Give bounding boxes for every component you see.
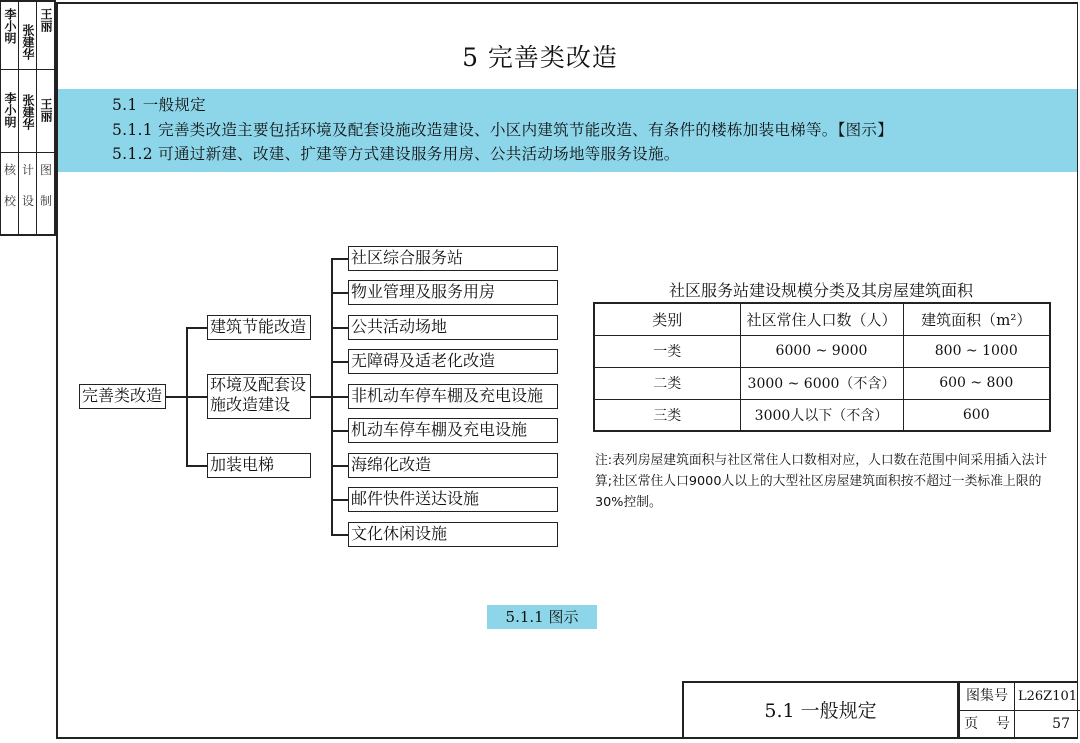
table-cell: 800 ~ 1000: [903, 335, 1050, 367]
table-cell: 6000 ~ 9000: [740, 335, 903, 367]
role-drawing: 图: [39, 163, 52, 177]
table-row: [594, 335, 1050, 367]
connector-line: [186, 327, 207, 329]
table-cell: 3000 ~ 6000（不含）: [740, 367, 903, 399]
table-cell: 一类: [594, 335, 740, 367]
page-number-label: 页 号: [964, 716, 1010, 732]
tree-leaf: 无障碍及适老化改造: [348, 349, 558, 374]
connector-line: [331, 258, 348, 260]
page-title: 5 完善类改造: [462, 43, 618, 72]
table-cell: 3000人以下（不含）: [740, 399, 903, 431]
connector-line: [331, 499, 348, 501]
connector-line: [331, 292, 348, 294]
tree-leaf: 邮件快件送达设施: [348, 487, 558, 512]
connector-line: [331, 430, 348, 432]
connector-line: [186, 396, 207, 398]
tree-branch-energy: 建筑节能改造: [207, 315, 311, 340]
section-heading: 5.1 一般规定: [112, 96, 206, 114]
page-number: 57: [1052, 716, 1070, 732]
tree-leaf: 海绵化改造: [348, 453, 558, 478]
tree-leaf: 非机动车停车棚及充电设施: [348, 384, 558, 409]
tree-leaf: 机动车停车棚及充电设施: [348, 418, 558, 443]
table-cell: 600: [903, 399, 1050, 431]
tree-leaf: 社区综合服务站: [348, 246, 558, 271]
connector-line: [331, 465, 348, 467]
tree-leaf: 公共活动场地: [348, 315, 558, 340]
general-provisions-band: [58, 89, 1077, 172]
tree-leaf: 物业管理及服务用房: [348, 280, 558, 305]
atlas-number: L26Z101: [1017, 689, 1078, 704]
tree-leaf: 文化休闲设施: [348, 522, 558, 547]
column-header: 社区常住人口数（人）: [740, 303, 903, 335]
connector-line: [331, 534, 348, 536]
table-header-row: [594, 303, 1050, 335]
column-header: 类别: [594, 303, 740, 335]
connector-line: [186, 465, 207, 467]
table-row: [594, 367, 1050, 399]
tree-root: 完善类改造: [79, 384, 166, 409]
tree-branch-environment: 环境及配套设施改造建设: [207, 374, 311, 419]
role-calc: 计: [21, 163, 34, 177]
title-block-section: 5.1 一般规定: [684, 683, 958, 739]
clause-5-1-2: 5.1.2 可通过新建、改建、扩建等方式建设服务用房、公共活动场地等服务设施。: [112, 145, 680, 163]
signature-mark: 王丽: [39, 8, 53, 32]
table-caption: 社区服务站建设规模分类及其房屋建筑面积: [668, 281, 973, 300]
connector-line: [311, 396, 331, 398]
service-station-table: [593, 302, 1051, 432]
signature-mark: 王丽: [39, 98, 53, 122]
clause-5-1-1: 5.1.1 完善类改造主要包括环境及配套设施改造建设、小区内建筑节能改造、有条件的楼栋加装电梯等。【图示】: [112, 121, 894, 139]
signature-strip: [0, 0, 56, 236]
column-header: 建筑面积（m²）: [903, 303, 1050, 335]
signature-mark: 李小明: [3, 92, 17, 128]
role-check: 校: [3, 194, 16, 208]
connector-line: [166, 396, 187, 398]
signature-mark: 张建华: [21, 94, 35, 130]
title-block: [682, 681, 1078, 739]
figure-label: 5.1.1 图示: [487, 605, 597, 629]
table-cell: 三类: [594, 399, 740, 431]
role-review: 核: [3, 163, 16, 177]
table-cell: 600 ~ 800: [903, 367, 1050, 399]
role-draw: 制: [39, 194, 52, 208]
tree-branch-elevator: 加装电梯: [207, 453, 311, 478]
table-cell: 二类: [594, 367, 740, 399]
connector-line: [331, 327, 348, 329]
role-design: 设: [21, 194, 34, 208]
signature-mark: 张建华: [21, 24, 35, 60]
connector-line: [331, 361, 348, 363]
strip-divider: [1, 152, 54, 153]
connector-line: [331, 396, 348, 398]
table-row: [594, 399, 1050, 431]
table-note: 注:表列房屋建筑面积与社区常住人口数相对应，人口数在范围中间采用插入法计算;社区常住人口9000人以上的大型社区房屋建筑面积按不超过一类标准上限的30%控制。: [595, 453, 1048, 510]
atlas-number-label: 图集号: [966, 688, 1008, 704]
signature-mark: 李小明: [3, 8, 17, 44]
